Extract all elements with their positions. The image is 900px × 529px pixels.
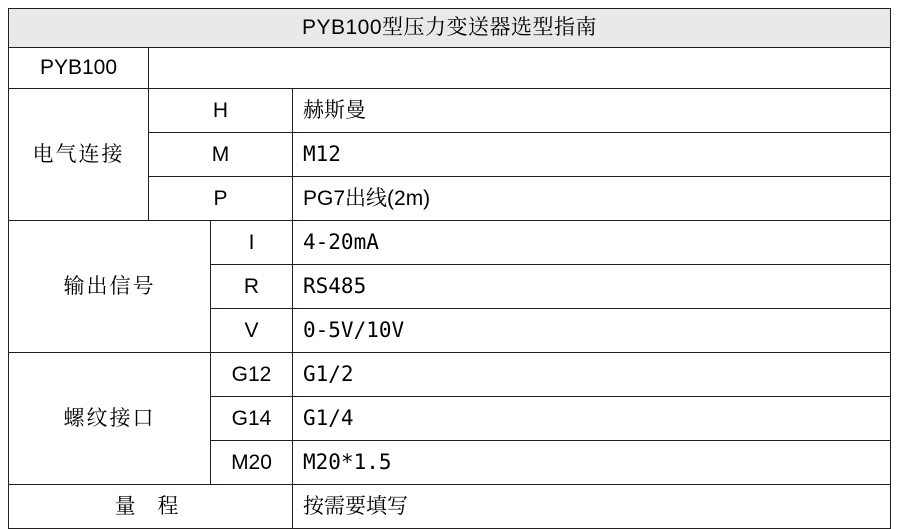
range-value: 按需要填写 xyxy=(293,485,891,529)
model-code: PYB100 xyxy=(9,48,149,89)
selection-guide-sheet xyxy=(8,8,890,518)
option-code: G12 xyxy=(211,353,293,397)
option-code: M20 xyxy=(211,441,293,485)
table-row-range xyxy=(9,485,891,529)
group-label-thread-interface: 螺纹接口 xyxy=(9,353,211,485)
model-blank-cell xyxy=(149,48,891,89)
option-value: 4-20mA xyxy=(293,221,891,265)
option-value: 0-5V/10V xyxy=(293,309,891,353)
table-row xyxy=(9,89,891,133)
table-row xyxy=(9,353,891,397)
group-label-output-signal: 输出信号 xyxy=(9,221,211,353)
option-value: RS485 xyxy=(293,265,891,309)
group-label-measuring-range: 量 程 xyxy=(9,485,293,529)
option-code: M xyxy=(149,133,293,177)
option-value: G1/4 xyxy=(293,397,891,441)
option-code: P xyxy=(149,177,293,221)
table-row-model xyxy=(9,48,891,89)
option-value: 赫斯曼 xyxy=(293,89,891,133)
option-value: G1/2 xyxy=(293,353,891,397)
table-row-title xyxy=(9,9,891,48)
table-row xyxy=(9,221,891,265)
option-value: M20*1.5 xyxy=(293,441,891,485)
option-value: M12 xyxy=(293,133,891,177)
option-value: PG7出线(2m) xyxy=(293,177,891,221)
option-code: I xyxy=(211,221,293,265)
option-code: R xyxy=(211,265,293,309)
option-code: H xyxy=(149,89,293,133)
option-code: V xyxy=(211,309,293,353)
document-title: PYB100型压力变送器选型指南 xyxy=(9,9,891,48)
specification-table xyxy=(8,8,891,529)
option-code: G14 xyxy=(211,397,293,441)
group-label-electrical-connection: 电气连接 xyxy=(9,89,149,221)
